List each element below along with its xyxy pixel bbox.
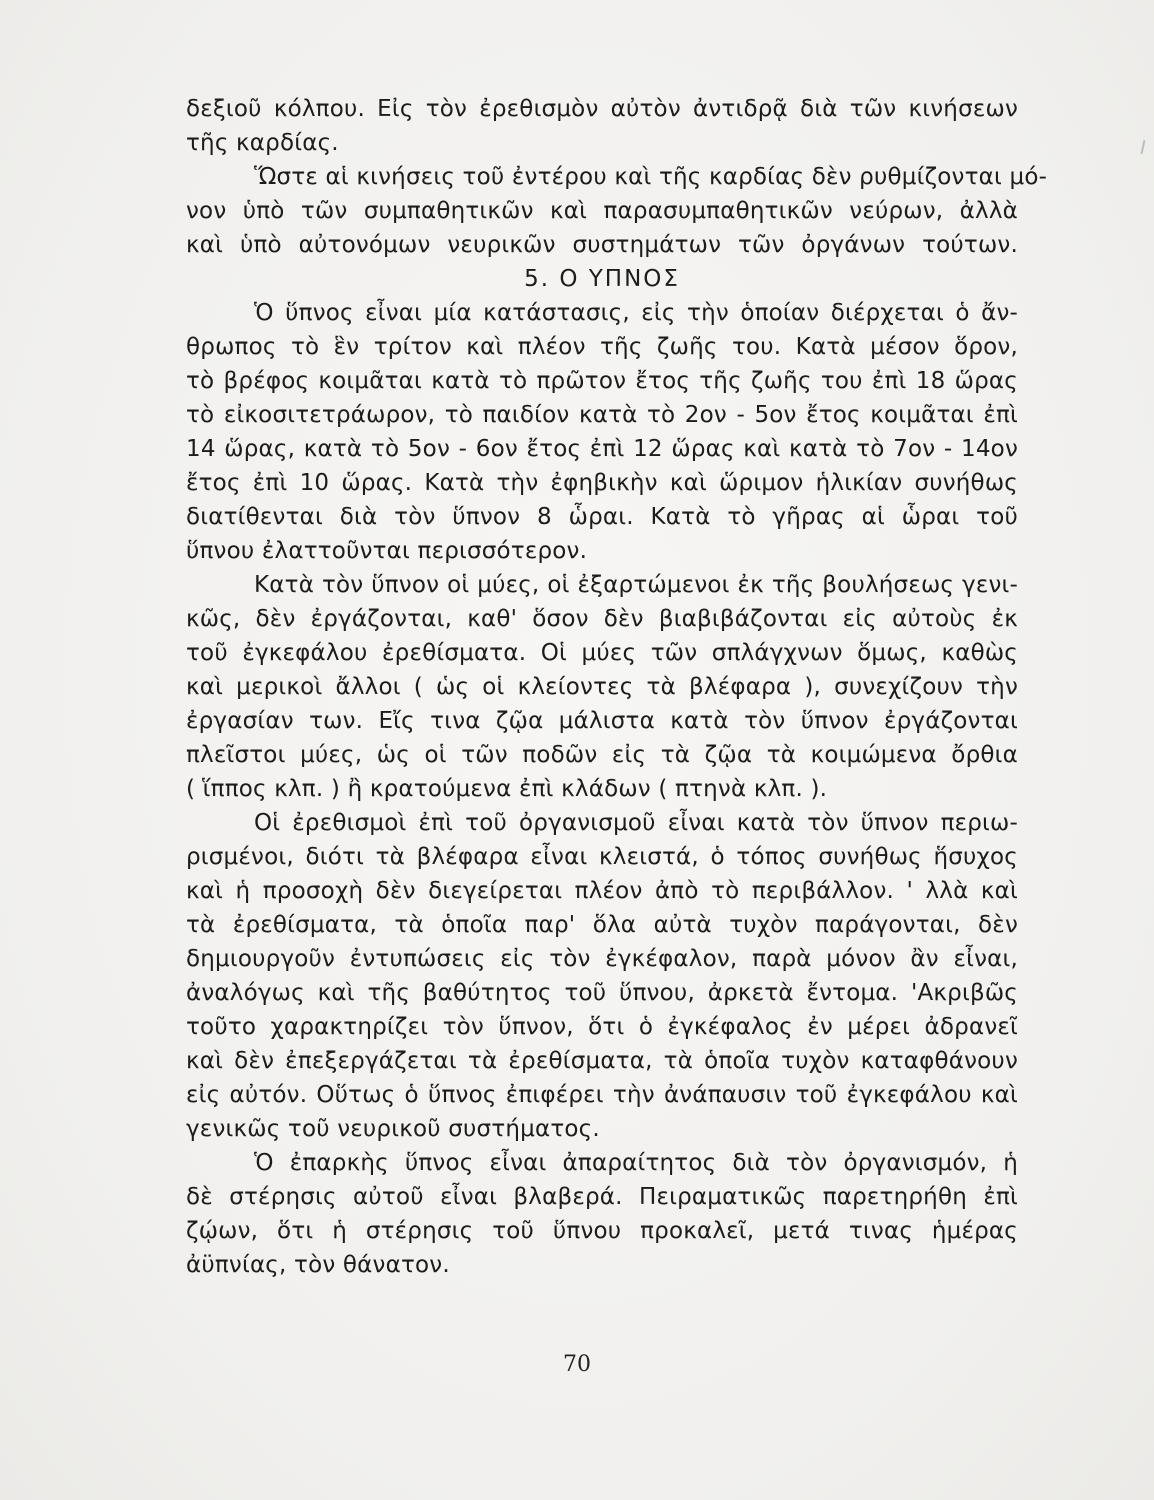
page-number: 70 (563, 1352, 591, 1377)
paragraph-start-line: Ὥστε αἱ κινήσεις τοῦ ἐντέρου καὶ τῆς καρδίας δὲν ρυθμίζονται μό- (254, 164, 1048, 190)
text-line: δεξιοῦ κόλπου. Εἰς τὸν ἐρεθισμὸν αὐτὸν ἀντιδρᾷ διὰ τῶν κινήσεων (186, 96, 1018, 122)
paragraph-start-line: Οἱ ἐρεθισμοὶ ἐπὶ τοῦ ὀργανισμοῦ εἶναι κατὰ τὸν ὕπνον περιω- (254, 810, 1018, 836)
text-line: ἀϋπνίας, τὸν θάνατον. (186, 1252, 450, 1278)
text-line: καὶ ὑπὸ αὐτονόμων νευρικῶν συστημάτων τῶν ὀργάνων τούτων. (186, 232, 1018, 258)
text-line: ρισμένοι, διότι τὰ βλέφαρα εἶναι κλειστά, ὁ τόπος συνήθως ἥσυχος (186, 844, 1018, 870)
paragraph-start-line: Ὁ ὕπνος εἶναι μία κατάστασις, εἰς τὴν ὁποίαν διέρχεται ὁ ἄν- (254, 300, 1018, 326)
text-line: θρωπος τὸ ἓν τρίτον καὶ πλέον τῆς ζωῆς του. Κατὰ μέσον ὅρον, (186, 334, 1018, 360)
text-line: καὶ δὲν ἐπεξεργάζεται τὰ ἐρεθίσματα, τὰ ὁποῖα τυχὸν καταφθάνουν (186, 1048, 1018, 1074)
text-line: δὲ στέρησις αὐτοῦ εἶναι βλαβερά. Πειραματικῶς παρετηρήθη ἐπὶ (186, 1184, 1018, 1210)
text-line: καὶ ἡ προσοχὴ δὲν διεγείρεται πλέον ἀπὸ τὸ περιβάλλον. ' λλὰ καὶ (186, 878, 1018, 904)
text-line: νον ὑπὸ τῶν συμπαθητικῶν καὶ παρασυμπαθητικῶν νεύρων, ἀλλὰ (186, 198, 1018, 224)
text-line: κῶς, δὲν ἐργάζονται, καθ' ὅσον δὲν βιαβιβάζονται εἰς αὐτοὺς ἐκ (186, 606, 1018, 632)
paragraph-start-line: Κατὰ τὸν ὕπνον οἱ μύες, οἱ ἐξαρτώμενοι ἐκ τῆς βουλήσεως γενι- (254, 572, 1018, 598)
text-line: ἐργασίαν των. Εἴς τινα ζῷα μάλιστα κατὰ τὸν ὕπνον ἐργάζονται (186, 708, 1018, 734)
text-line: τὸ βρέφος κοιμᾶται κατὰ τὸ πρῶτον ἔτος τῆς ζωῆς του ἐπὶ 18 ὥρας (186, 368, 1018, 394)
text-line: τῆς καρδίας. (186, 130, 339, 156)
body-text (186, 92, 1048, 1282)
text-line: γενικῶς τοῦ νευρικοῦ συστήματος. (186, 1116, 600, 1142)
text-line: ἔτος ἐπὶ 10 ὥρας. Κατὰ τὴν ἐφηβικὴν καὶ ὥριμον ἡλικίαν συνήθως (186, 470, 1018, 496)
text-line: τοῦτο χαρακτηρίζει τὸν ὕπνον, ὅτι ὁ ἐγκέφαλος ἐν μέρει ἀδρανεῖ (186, 1014, 1018, 1040)
text-line: τοῦ ἐγκεφάλου ἐρεθίσματα. Οἱ μύες τῶν σπλάγχνων ὅμως, καθὼς (186, 640, 1018, 666)
text-line: καὶ μερικοὶ ἄλλοι ( ὡς οἱ κλείοντες τὰ βλέφαρα ), συνεχίζουν τὴν (186, 674, 1018, 700)
text-line: ( ἵππος κλπ. ) ἢ κρατούμενα ἐπὶ κλάδων ( πτηνὰ κλπ. ). (186, 776, 828, 802)
text-line: δημιουργοῦν ἐντυπώσεις εἰς τὸν ἐγκέφαλον, παρὰ μόνον ἂν εἶναι, (186, 946, 1018, 972)
text-line: τὸ εἰκοσιτετράωρον, τὸ παιδίον κατὰ τὸ 2ον - 5ον ἔτος κοιμᾶται ἐπὶ (186, 402, 1018, 428)
scan-margin-mark (1141, 140, 1146, 154)
section-heading: 5. Ο ΥΠΝΟΣ (524, 266, 680, 292)
paragraph-start-line: Ὁ ἐπαρκὴς ὕπνος εἶναι ἀπαραίτητος διὰ τὸν ὀργανισμόν, ἡ (254, 1150, 1018, 1176)
text-line: ζῴων, ὅτι ἡ στέρησις τοῦ ὕπνου προκαλεῖ, μετά τινας ἡμέρας (186, 1218, 1018, 1244)
text-line: τὰ ἐρεθίσματα, τὰ ὁποῖα παρ' ὅλα αὐτὰ τυχὸν παράγονται, δὲν (186, 912, 1018, 938)
text-line: ἀναλόγως καὶ τῆς βαθύτητος τοῦ ὕπνου, ἀρκετὰ ἔντομα. 'Ακριβῶς (186, 980, 1018, 1006)
text-line: 14 ὥρας, κατὰ τὸ 5ον - 6ον ἔτος ἐπὶ 12 ὥρας καὶ κατὰ τὸ 7ον - 14ον (186, 436, 1018, 462)
text-line: πλεῖστοι μύες, ὡς οἱ τῶν ποδῶν εἰς τὰ ζῷα τὰ κοιμώμενα ὄρθια (186, 742, 1018, 768)
text-line: εἰς αὐτόν. Οὕτως ὁ ὕπνος ἐπιφέρει τὴν ἀνάπαυσιν τοῦ ἐγκεφάλου καὶ (186, 1082, 1018, 1108)
text-line: ὕπνου ἐλαττοῦνται περισσότερον. (186, 538, 588, 564)
text-line: διατίθενται διὰ τὸν ὕπνον 8 ὧραι. Κατὰ τὸ γῆρας αἱ ὧραι τοῦ (186, 504, 1018, 530)
